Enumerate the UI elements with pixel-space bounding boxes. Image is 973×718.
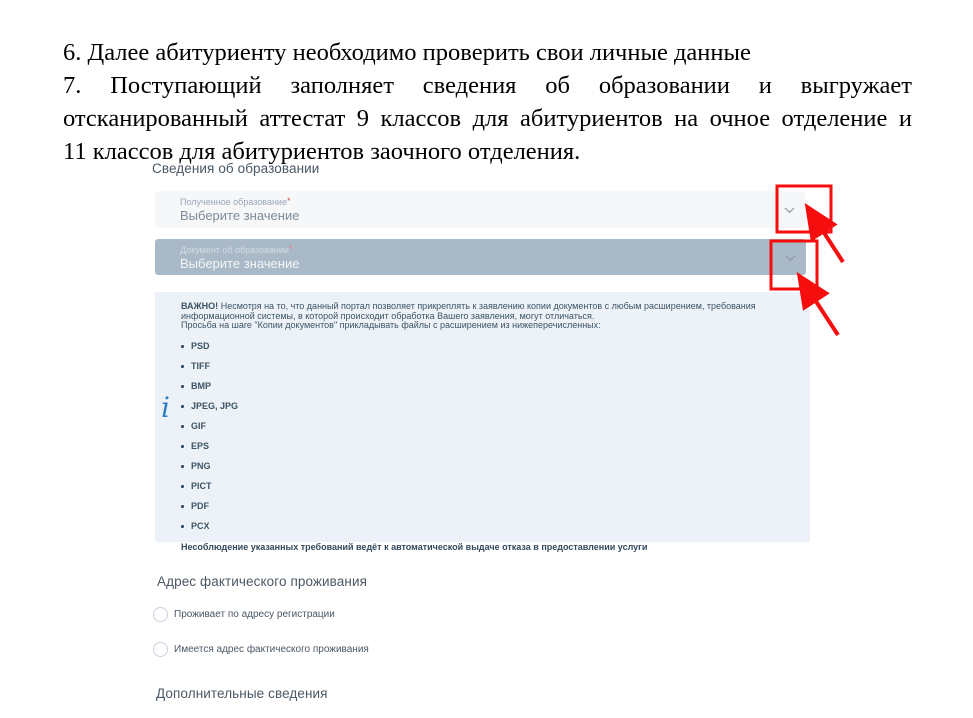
instruction-item-7-line-3: 11 классов для абитуриентов заочного отделения.: [63, 138, 581, 165]
list-item: BMP: [181, 382, 793, 391]
education-document-label: Документ об образовании*: [180, 244, 293, 255]
list-item: TIFF: [181, 362, 793, 371]
education-document-placeholder: Выберите значение: [180, 256, 300, 271]
allowed-extensions-list: [181, 342, 793, 531]
received-education-label: Полученное образование*: [180, 196, 291, 207]
instruction-item-7-line-2: отсканированный аттестат 9 классов для абитуриентов на очное отделение и: [63, 105, 912, 132]
info-box: [155, 292, 810, 552]
instruction-text: [63, 36, 912, 168]
additional-section-title: Дополнительные сведения: [156, 686, 328, 701]
list-item: EPS: [181, 442, 793, 451]
instruction-item-7-line-1: 7. Поступающий заполняет сведения об образовании и выгружает: [63, 72, 912, 99]
address-section-title: Адрес фактического проживания: [157, 574, 368, 589]
info-box-content: [181, 302, 793, 552]
instruction-item-6: 6. Далее абитуриенту необходимо проверить свои личные данные: [63, 39, 751, 66]
info-icon: i: [161, 391, 170, 424]
info-footer-warning: Несоблюдение указанных требований ведёт к автоматической выдаче отказа в предоставлении услуги: [181, 541, 648, 552]
radio-has-actual-address[interactable]: [153, 642, 168, 657]
list-item: PICT: [181, 482, 793, 491]
required-asterisk: *: [288, 244, 293, 254]
annotation-arrow-dropdown1: [808, 208, 843, 262]
chevron-down-icon: [785, 255, 796, 262]
info-paragraph-important: ВАЖНО! Несмотря на то, что данный портал позволяет прикреплять к заявлению копии документов с любым расширением, требования информационной системы, в которой происходит обработка Вашего заявления, могут отличаться.: [181, 301, 756, 321]
received-education-dropdown[interactable]: [155, 191, 805, 228]
list-item: GIF: [181, 422, 793, 431]
radio-lives-at-registration[interactable]: [153, 607, 168, 622]
list-item: PCX: [181, 522, 793, 531]
radio-label: Проживает по адресу регистрации: [174, 609, 335, 620]
chevron-down-icon: [784, 207, 795, 214]
list-item: JPEG, JPG: [181, 402, 793, 411]
required-asterisk: *: [286, 196, 291, 206]
list-item: PNG: [181, 462, 793, 471]
received-education-placeholder: Выберите значение: [180, 208, 300, 223]
education-document-dropdown[interactable]: [155, 239, 806, 275]
radio-label: Имеется адрес фактического проживания: [174, 644, 369, 655]
list-item: PDF: [181, 502, 793, 511]
info-paragraph-request: Просьба на шаге "Копии документов" прикладывать файлы с расширением из нижеперечисленных:: [181, 320, 601, 331]
list-item: PSD: [181, 342, 793, 351]
education-section-title: Сведения об образовании: [152, 161, 320, 176]
